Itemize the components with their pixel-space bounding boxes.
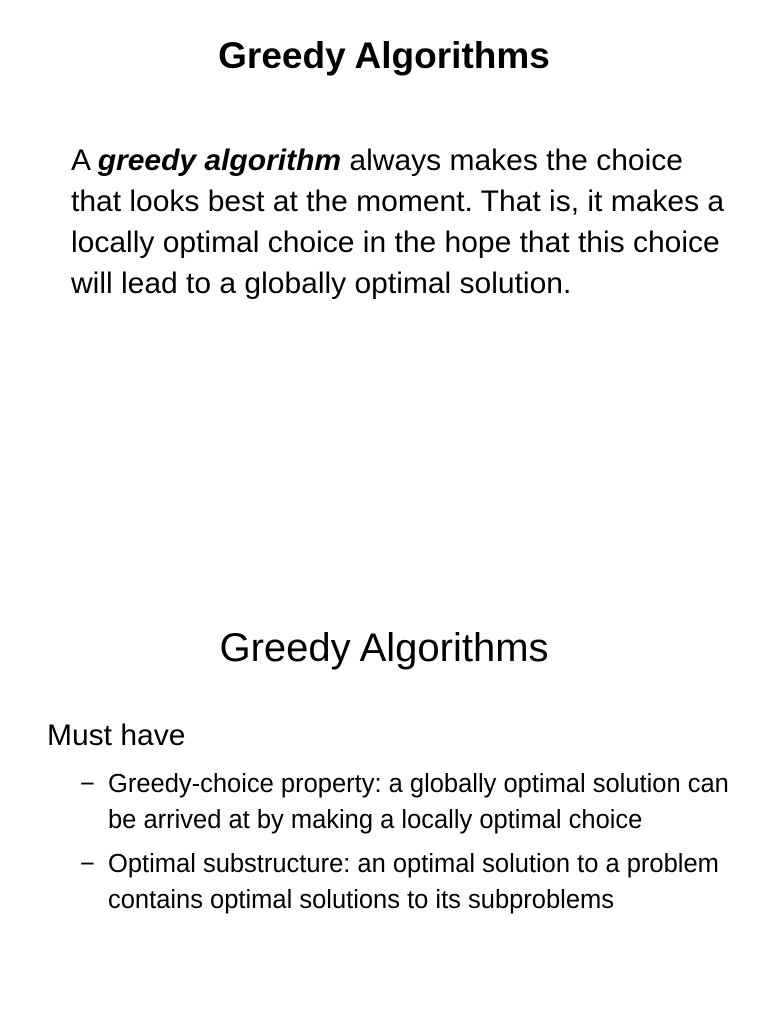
slide-1-title: Greedy Algorithms (218, 35, 550, 76)
dash-bullet-icon: − (80, 770, 95, 798)
paragraph-prefix: A (71, 144, 98, 177)
optimal-substructure-text: Optimal substructure: an optimal solution to a problem contains optimal solutions to its subproblems (108, 850, 719, 914)
property-list (80, 766, 730, 926)
greedy-choice-text: Greedy-choice property: a globally optimal solution can be arrived at by making a locally optimal choice (108, 770, 729, 834)
greedy-definition-paragraph (71, 140, 731, 304)
list-item-greedy-choice (80, 766, 730, 838)
list-item-optimal-substructure (80, 846, 730, 918)
paragraph-rest: always makes the choice that looks best at the moment. That is, it makes a locally optimal choice in the hope that this choice will lead to a globally optimal solution. (71, 144, 725, 300)
dash-bullet-icon: − (80, 850, 95, 878)
must-have-heading: Must have (47, 719, 186, 752)
slide-greedy-properties (0, 512, 768, 1024)
greedy-algorithm-term: greedy algorithm (97, 144, 342, 177)
slide-2-title: Greedy Algorithms (219, 626, 549, 670)
